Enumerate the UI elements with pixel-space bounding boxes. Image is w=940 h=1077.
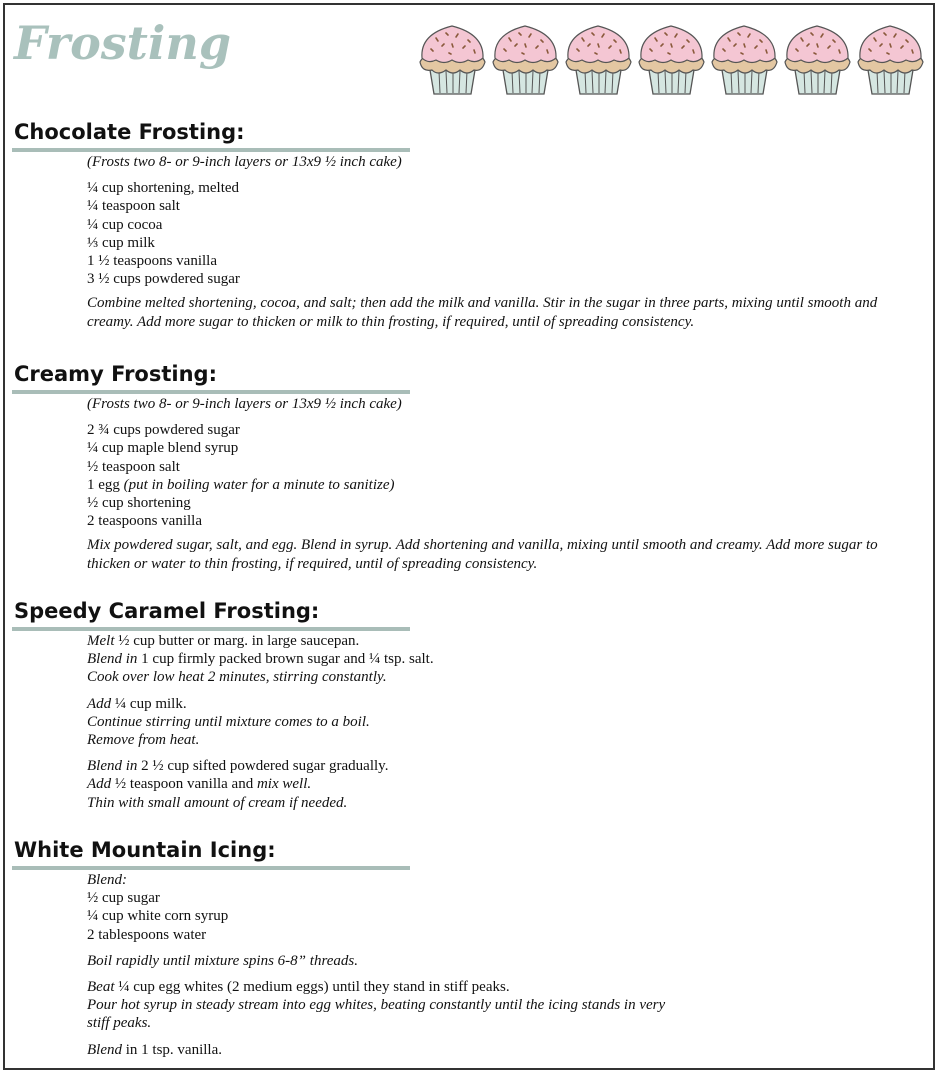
cupcake-icon: [781, 18, 854, 98]
step: Blend in 2 ½ cup sifted powdered sugar gradually.: [87, 758, 389, 775]
ingredient: ¼ cup maple blend syrup: [87, 440, 239, 457]
recipe-directions: Mix powdered sugar, salt, and egg. Blend in syrup. Add shortening and vanilla, mixing until smooth and creamy. Add more sugar to thicken or water to thin frosting, if required, until of spreading consistency.: [87, 537, 878, 572]
step: Boil rapidly until mixture spins 6-8” threads.: [87, 952, 358, 969]
recipe-directions: Combine melted shortening, cocoa, and salt; then add the milk and vanilla. Stir in the sugar in three parts, mixing until smooth and creamy. Add more sugar to thicken or milk to thin frosting, if required, until of spreading consistency.: [87, 295, 878, 330]
ingredient: 2 tablespoons water: [87, 926, 207, 943]
section-title-creamy: Creamy Frosting:: [14, 362, 217, 386]
section-title-white-mountain: White Mountain Icing:: [14, 838, 276, 862]
section-title-caramel: Speedy Caramel Frosting:: [14, 599, 320, 623]
recipe-chocolate: [87, 153, 904, 331]
step: Continue stirring until mixture comes to a boil.: [87, 713, 370, 730]
recipe-yield: (Frosts two 8- or 9-inch layers or 13x9 ½ inch cake): [87, 154, 402, 170]
ingredient: ¼ cup cocoa: [87, 216, 163, 233]
section-divider: [12, 148, 410, 152]
ingredient-egg: [87, 476, 904, 494]
recipe-creamy: [87, 395, 904, 573]
ingredient: ¼ cup white corn syrup: [87, 908, 229, 925]
step: Blend:: [87, 872, 127, 888]
step: Blend in 1 cup firmly packed brown sugar and ¼ tsp. salt.: [87, 651, 434, 668]
step: stiff peaks.: [87, 1015, 152, 1032]
ingredient: 3 ½ cups powdered sugar: [87, 271, 240, 288]
ingredient: 1 ½ teaspoons vanilla: [87, 253, 217, 270]
step: Cook over low heat 2 minutes, stirring constantly.: [87, 669, 387, 686]
ingredient: ½ cup sugar: [87, 890, 160, 907]
section-title-chocolate: Chocolate Frosting:: [14, 120, 245, 144]
step: Add ¼ cup milk.: [87, 695, 187, 712]
recipe-caramel: [87, 632, 904, 812]
ingredient: ¼ teaspoon salt: [87, 198, 180, 215]
cupcake-icon: [708, 18, 781, 98]
page-title: Frosting: [14, 16, 231, 70]
ingredient: ½ cup shortening: [87, 495, 191, 512]
cupcake-icon: [562, 18, 635, 98]
step: Thin with small amount of cream if needed.: [87, 794, 348, 811]
ingredient: 2 ¾ cups powdered sugar: [87, 422, 240, 439]
ingredient: ¼ cup shortening, melted: [87, 180, 240, 197]
step: Pour hot syrup in steady stream into egg whites, beating constantly until the icing stands in very: [87, 997, 666, 1014]
ingredient-egg-label: 1 egg: [87, 476, 120, 493]
step: Remove from heat.: [87, 732, 200, 749]
cupcake-icon: [854, 18, 927, 98]
cupcake-icon: [489, 18, 562, 98]
recipe-white-mountain: [87, 871, 904, 1059]
section-divider: [12, 627, 410, 631]
cupcake-icon: [416, 18, 489, 98]
ingredient: 2 teaspoons vanilla: [87, 513, 202, 530]
recipe-yield: (Frosts two 8- or 9-inch layers or 13x9 ½ inch cake): [87, 396, 402, 412]
step: Melt ½ cup butter or marg. in large saucepan.: [87, 633, 360, 649]
step: Beat ¼ cup egg whites (2 medium eggs) until they stand in stiff peaks.: [87, 979, 510, 996]
step: Add ½ teaspoon vanilla and mix well.: [87, 776, 312, 793]
step: Blend in 1 tsp. vanilla.: [87, 1041, 222, 1058]
section-divider: [12, 390, 410, 394]
section-divider: [12, 866, 410, 870]
cupcake-row: [416, 18, 927, 98]
ingredient: ½ teaspoon salt: [87, 458, 180, 475]
ingredient: ⅓ cup milk: [87, 234, 155, 251]
cupcake-icon: [635, 18, 708, 98]
egg-note: (put in boiling water for a minute to sanitize): [123, 476, 395, 493]
